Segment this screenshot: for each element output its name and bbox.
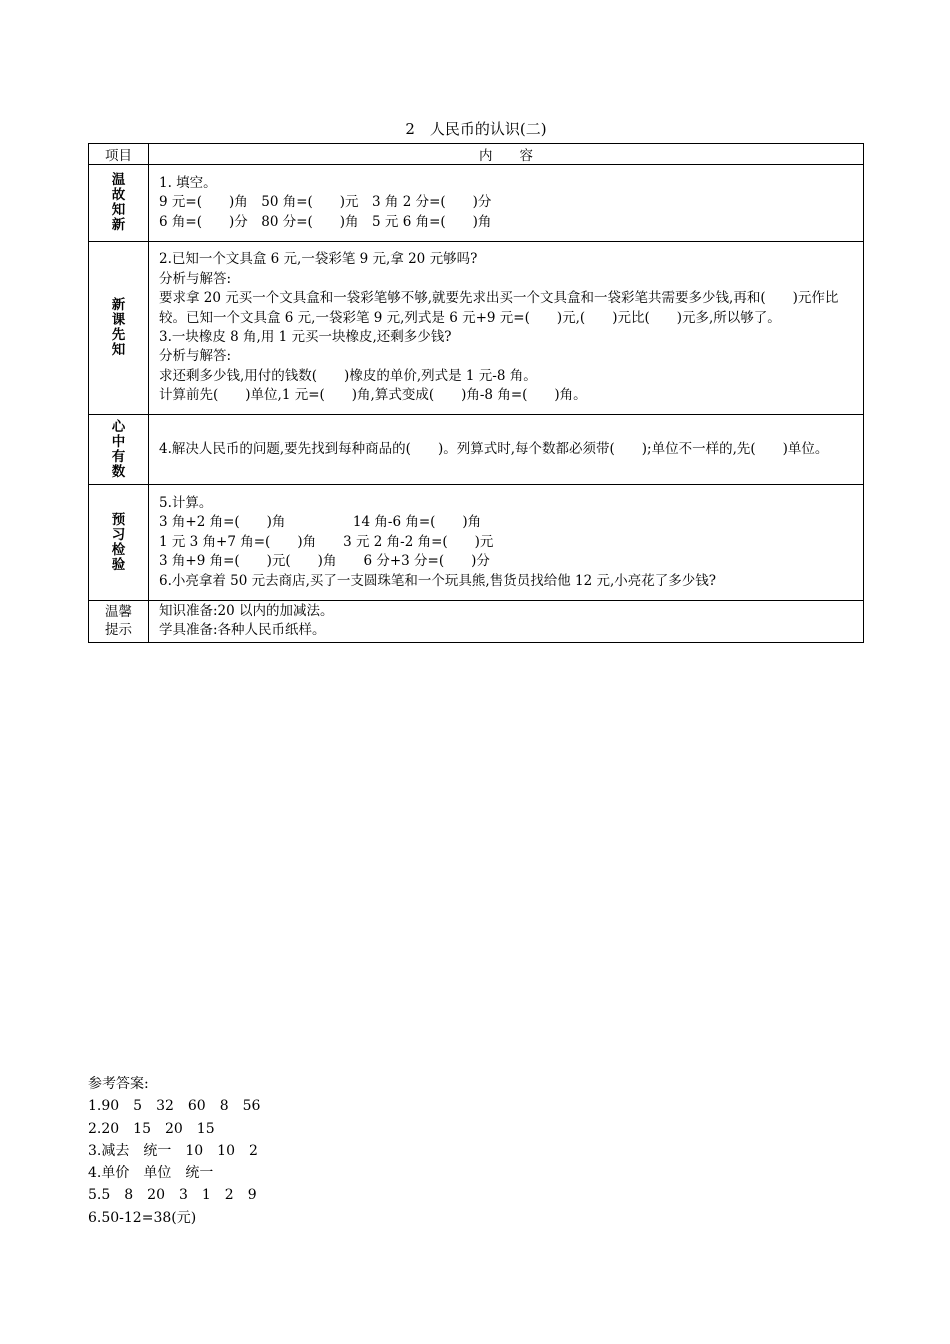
row-label-preview-check: 预习检验 — [89, 485, 149, 601]
content-line: 知识准备:20 以内的加减法。 — [159, 603, 334, 619]
answer-item: 1.90 5 32 60 8 56 — [88, 1098, 261, 1115]
content-line: 6 角=( )分 80 分=( )角 5 元 6 角=( )角 — [159, 213, 492, 230]
header-content: 内 容 — [149, 144, 864, 165]
answer-item: 3.减去 统一 10 10 2 — [88, 1142, 258, 1159]
answer-key — [88, 1073, 260, 1229]
content-line: 1 元 3 角+7 角=( )角 3 元 2 角-2 角=( )元 — [159, 533, 494, 550]
row-label-new-lesson: 新课先知 — [89, 242, 149, 415]
content-line: 3 角+2 角=( )角 14 角-6 角=( )角 — [159, 514, 482, 531]
content-line: 分析与解答: — [159, 270, 232, 287]
answer-item: 5.5 8 20 3 1 2 9 — [88, 1187, 257, 1204]
row-content-summary — [149, 415, 864, 485]
answer-item: 2.20 15 20 15 — [88, 1120, 215, 1137]
table-row — [89, 601, 864, 643]
content-line: 计算前先( )单位,1 元=( )角,算式变成( )角-8 角=( )角。 — [159, 387, 587, 404]
row-label-review: 温故知新 — [89, 165, 149, 242]
table-row — [89, 415, 864, 485]
table-row — [89, 485, 864, 601]
content-line: 分析与解答: — [159, 348, 232, 365]
header-item: 项目 — [89, 144, 149, 165]
table-row — [89, 242, 864, 415]
row-content-tips — [149, 601, 864, 643]
row-label-tips: 温馨提示 — [89, 601, 149, 643]
content-line: 2.已知一个文具盒 6 元,一袋彩笔 9 元,拿 20 元够吗? — [159, 251, 478, 268]
row-content-new-lesson — [149, 242, 864, 415]
content-line: 求还剩多少钱,用付的钱数( )橡皮的单价,列式是 1 元-8 角。 — [159, 367, 537, 384]
content-line: 1. 填空。 — [159, 174, 217, 191]
content-paragraph: 4.解决人民币的问题,要先找到每种商品的( )。列算式时,每个数都必须带( );单位不一样的,先( )单位。 — [159, 440, 829, 457]
answer-heading: 参考答案: — [88, 1076, 149, 1092]
content-line: 9 元=( )角 50 角=( )元 3 角 2 分=( )分 — [159, 194, 492, 211]
table-header-row — [89, 144, 864, 165]
content-paragraph: 要求拿 20 元买一个文具盒和一袋彩笔够不够,就要先求出买一个文具盒和一袋彩笔共需要多少钱,再和( )元作比较。已知一个文具盒 6 元,一袋彩笔 9 元,列式是 6 元+9 元=( )元,( )元比( )元多,所以够了。 — [159, 290, 839, 326]
row-content-review — [149, 165, 864, 242]
row-label-summary: 心中有数 — [89, 415, 149, 485]
content-line: 3 角+9 角=( )元( )角 6 分+3 分=( )分 — [159, 553, 490, 570]
lesson-table — [88, 143, 864, 643]
content-line: 3.一块橡皮 8 角,用 1 元买一块橡皮,还剩多少钱? — [159, 329, 452, 345]
page-title: 2 人民币的认识(二) — [405, 120, 547, 138]
content-line: 学具准备:各种人民币纸样。 — [159, 622, 326, 639]
content-line: 5.计算。 — [159, 494, 213, 511]
answer-item: 4.单价 单位 统一 — [88, 1165, 214, 1182]
row-content-preview-check — [149, 485, 864, 601]
answer-item: 6.50-12=38(元) — [88, 1209, 197, 1226]
table-row — [89, 165, 864, 242]
content-paragraph: 6.小亮拿着 50 元去商店,买了一支圆珠笔和一个玩具熊,售货员找给他 12 元,小亮花了多少钱? — [159, 572, 717, 589]
